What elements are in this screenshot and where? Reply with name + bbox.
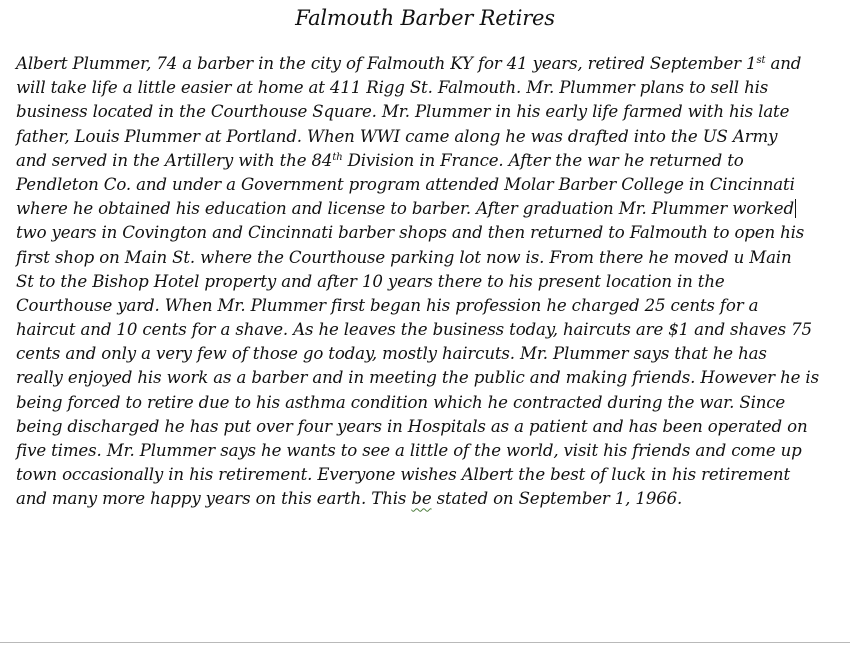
line-text: father, Louis Plummer at Portland. When WWI came along he was drafted into the US Army bbox=[16, 126, 778, 146]
line-text: being forced to retire due to his asthma condition which he contracted during the war. Since bbox=[16, 392, 786, 412]
line-text: two years in Covington and Cincinnati barber shops and then returned to Falmouth to open his bbox=[16, 223, 805, 243]
line-text: St to the Bishop Hotel property and after 10 years there to his present location in the bbox=[16, 271, 725, 291]
document-title: Falmouth Barber Retires bbox=[295, 6, 555, 30]
line-text-after: Division in France. After the war he returned to bbox=[342, 150, 744, 170]
text-line bbox=[16, 463, 846, 487]
line-text-after: and bbox=[765, 54, 802, 73]
text-line bbox=[16, 100, 846, 124]
line-text: cents and only a very few of those go today, mostly haircuts. Mr. Plummer says that he has bbox=[16, 344, 767, 364]
spellcheck-underlined-word[interactable]: be bbox=[411, 489, 432, 509]
page-bottom-divider bbox=[0, 642, 850, 643]
text-line bbox=[16, 391, 846, 415]
line-text: Courthouse yard. When Mr. Plummer first began his profession he charged 25 cents for a bbox=[16, 295, 759, 315]
line-text: really enjoyed his work as a barber and in meeting the public and making friends. However he is bbox=[16, 368, 819, 388]
line-text: Albert Plummer, 74 a barber in the city of Falmouth KY for 41 years, retired September 1 bbox=[16, 54, 757, 73]
line-text: being discharged he has put over four years in Hospitals as a patient and has been operated on bbox=[16, 416, 808, 436]
text-line bbox=[16, 173, 846, 197]
text-line bbox=[16, 52, 846, 76]
text-line bbox=[16, 366, 846, 390]
text-line bbox=[16, 125, 846, 149]
text-line bbox=[16, 415, 846, 439]
line-text: where he obtained his education and license to barber. After graduation Mr. Plummer worked bbox=[16, 199, 794, 219]
text-line bbox=[16, 149, 846, 173]
document-body[interactable] bbox=[16, 52, 846, 512]
text-line bbox=[16, 246, 846, 270]
text-line bbox=[16, 318, 846, 342]
line-text: haircut and 10 cents for a shave. As he leaves the business today, haircuts are $1 and shaves 75 bbox=[16, 320, 812, 340]
text-line bbox=[16, 197, 846, 221]
line-text: town occasionally in his retirement. Everyone wishes Albert the best of luck in his retirement bbox=[16, 465, 790, 485]
text-line bbox=[16, 270, 846, 294]
line-text: and many more happy years on this earth. This bbox=[16, 489, 412, 509]
line-text: business located in the Courthouse Square. Mr. Plummer in his early life farmed with his late bbox=[16, 102, 790, 122]
text-line bbox=[16, 221, 846, 245]
ordinal-superscript: th bbox=[332, 151, 343, 163]
ordinal-superscript: st bbox=[756, 55, 766, 66]
text-line bbox=[16, 76, 846, 100]
text-cursor bbox=[795, 199, 797, 218]
line-text: five times. Mr. Plummer says he wants to see a little of the world, visit his friends and come up bbox=[16, 441, 802, 460]
line-text: will take life a little easier at home at 411 Rigg St. Falmouth. Mr. Plummer plans to sell his bbox=[16, 78, 769, 98]
line-text: and served in the Artillery with the 84 bbox=[16, 150, 333, 170]
text-line bbox=[16, 487, 846, 511]
text-line bbox=[16, 439, 846, 463]
text-line bbox=[16, 342, 846, 366]
line-text-after: stated on September 1, 1966. bbox=[431, 489, 683, 509]
line-text: first shop on Main St. where the Courthouse parking lot now is. From there he moved u Main bbox=[16, 247, 792, 267]
line-text: Pendleton Co. and under a Government program attended Molar Barber College in Cincinnati bbox=[16, 174, 795, 194]
text-line bbox=[16, 294, 846, 318]
